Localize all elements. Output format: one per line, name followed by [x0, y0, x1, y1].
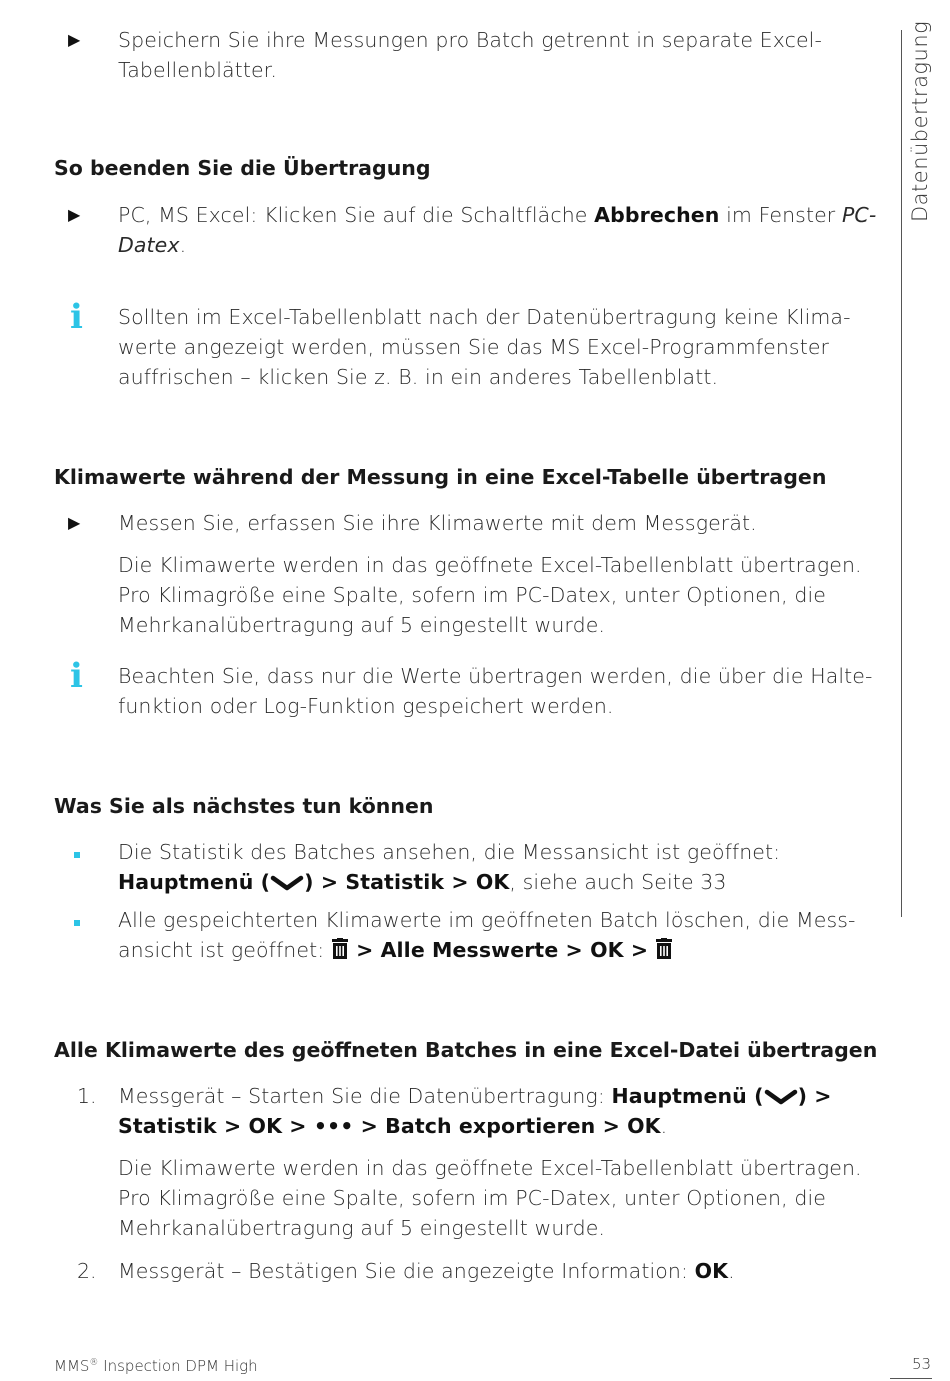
- info-icon: i: [70, 297, 83, 337]
- chevron-down-icon: [270, 870, 304, 900]
- next-item2-line2: ansicht ist geöffnet: > Alle Messwerte > OK >: [118, 935, 673, 968]
- live-result-line3: Mehrkanalübertragung auf 5 eingestellt wurde.: [118, 613, 606, 637]
- heading-next-steps: Was Sie als nächstes tun können: [54, 794, 434, 818]
- heading-live-transfer: Klimawerte während der Messung in eine Excel-Tabelle übertragen: [54, 465, 827, 489]
- next-item1-line1: Die Statistik des Batches ansehen, die Messansicht ist geöffnet:: [118, 840, 781, 864]
- batch-step1-line1: Messgerät – Starten Sie die Datenübertragung: Hauptmenü ( ) >: [118, 1081, 832, 1114]
- trash-icon: [655, 938, 673, 968]
- page-number-rule: [890, 1378, 932, 1379]
- arrow-right-icon: ▶: [68, 513, 81, 532]
- more-dots-icon: •••: [313, 1114, 354, 1138]
- batch-result-line2: Pro Klimagröße eine Spalte, sofern im PC-Datex, unter Optionen, die: [118, 1186, 826, 1210]
- batch-step1-line2: Statistik > OK > ••• > Batch exportieren > OK.: [118, 1114, 668, 1138]
- live-step: Messen Sie, erfassen Sie ihre Klimawerte mit dem Messgerät.: [118, 511, 757, 535]
- footer-product-name: MMS® Inspection DPM High: [54, 1357, 258, 1375]
- end-step-line1: PC, MS Excel: Klicken Sie auf die Schaltfläche Abbrechen im Fenster PC-: [118, 203, 877, 227]
- batch-step2: Messgerät – Bestätigen Sie die angezeigte Information: OK.: [118, 1259, 735, 1283]
- top-step-line2: Tabellenblätter.: [118, 58, 277, 82]
- chapter-side-title: Datenübertragung: [908, 20, 932, 222]
- info-icon: i: [70, 656, 83, 696]
- batch-result-line3: Mehrkanalübertragung auf 5 eingestellt wurde.: [118, 1216, 606, 1240]
- live-info-line2: funktion oder Log-Funktion gespeichert werden.: [118, 694, 614, 718]
- side-rule: [901, 30, 902, 917]
- end-info-line2: werte angezeigt werden, müssen Sie das MS Excel-Programmfenster: [118, 335, 830, 359]
- heading-batch-transfer: Alle Klimawerte des geöffneten Batches in eine Excel-Datei übertragen: [54, 1038, 878, 1062]
- arrow-right-icon: ▶: [68, 30, 81, 49]
- page-number: 53: [912, 1355, 932, 1373]
- end-step-line2: Datex.: [118, 233, 187, 257]
- end-info-line1: Sollten im Excel-Tabellenblatt nach der Datenübertragung keine Klima-: [118, 305, 851, 329]
- next-item1-line2: Hauptmenü ( ) > Statistik > OK, siehe auch Seite 33: [118, 867, 727, 900]
- step-number: 1.: [77, 1084, 97, 1108]
- batch-result-line1: Die Klimawerte werden in das geöffnete Excel-Tabellenblatt übertragen.: [118, 1156, 862, 1180]
- step-number: 2.: [77, 1259, 97, 1283]
- live-info-line1: Beachten Sie, dass nur die Werte übertragen werden, die über die Halte-: [118, 664, 873, 688]
- square-bullet-icon: [74, 852, 80, 858]
- heading-end-transfer: So beenden Sie die Übertragung: [54, 156, 431, 180]
- live-result-line1: Die Klimawerte werden in das geöffnete Excel-Tabellenblatt übertragen.: [118, 553, 862, 577]
- end-info-line3: auffrischen – klicken Sie z. B. in ein anderes Tabellenblatt.: [118, 365, 719, 389]
- chevron-down-icon: [764, 1084, 798, 1114]
- live-result-line2: Pro Klimagröße eine Spalte, sofern im PC-Datex, unter Optionen, die: [118, 583, 826, 607]
- trash-icon: [331, 938, 349, 968]
- next-item2-line1: Alle gespeichterten Klimawerte im geöffneten Batch löschen, die Mess-: [118, 908, 856, 932]
- arrow-right-icon: ▶: [68, 205, 81, 224]
- square-bullet-icon: [74, 920, 80, 926]
- top-step-line1: Speichern Sie ihre Messungen pro Batch getrennt in separate Excel-: [118, 28, 822, 52]
